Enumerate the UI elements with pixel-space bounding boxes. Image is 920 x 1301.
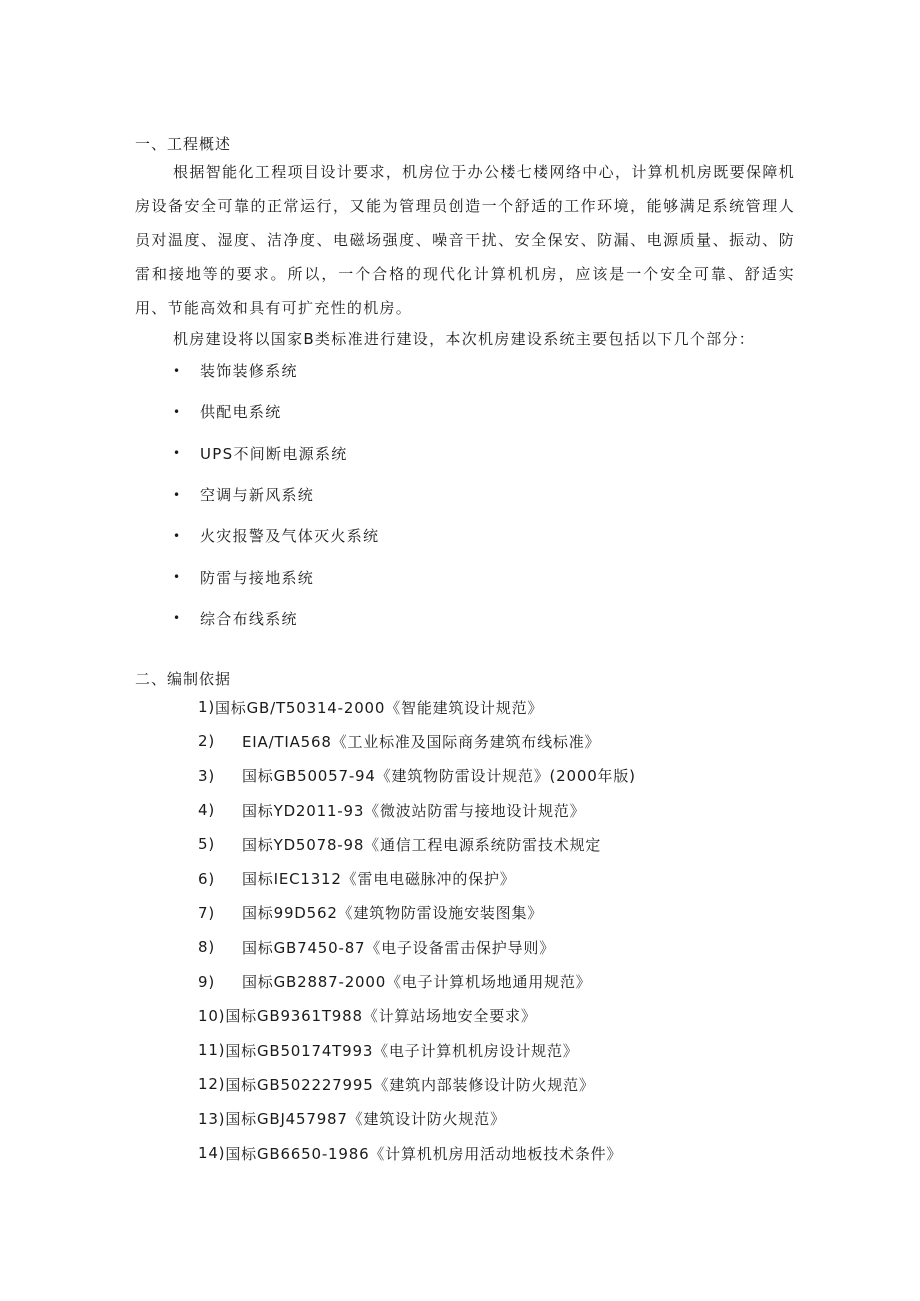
reference-item bbox=[198, 1102, 636, 1136]
list-item-label: 空调与新风系统 bbox=[200, 486, 315, 505]
reference-item bbox=[198, 896, 636, 930]
construction-standard-paragraph: 机房建设将以国家B类标准进行建设，本次机房建设系统主要包括以下几个部分： bbox=[173, 330, 756, 348]
reference-number: 3) bbox=[198, 766, 215, 785]
list-item bbox=[170, 515, 379, 556]
section-heading-basis: 二、编制依据 bbox=[135, 670, 232, 688]
list-item bbox=[170, 433, 379, 474]
reference-item bbox=[198, 1136, 636, 1170]
reference-item bbox=[198, 999, 636, 1033]
reference-number: 4) bbox=[198, 801, 215, 820]
reference-number: 12) bbox=[198, 1075, 226, 1094]
reference-text: 国标99D562《建筑物防雷设施安装图集》 bbox=[242, 904, 544, 923]
list-item-label: 供配电系统 bbox=[200, 403, 282, 422]
reference-number: 13) bbox=[198, 1109, 226, 1128]
reference-text: 国标GB502227995《建筑内部装修设计防火规范》 bbox=[225, 1075, 595, 1094]
reference-text: 国标GB50174T993《电子计算机机房设计规范》 bbox=[225, 1041, 579, 1060]
reference-number: 9) bbox=[198, 972, 215, 991]
list-item-label: 火灾报警及气体灭火系统 bbox=[200, 527, 380, 546]
bullet-icon: • bbox=[173, 363, 182, 378]
bullet-icon: • bbox=[173, 611, 182, 626]
reference-item bbox=[198, 964, 636, 998]
reference-text: 国标GB6650-1986《计算机机房用活动地板技术条件》 bbox=[225, 1144, 623, 1163]
reference-list bbox=[198, 690, 636, 1170]
reference-number: 6) bbox=[198, 869, 215, 888]
reference-text: 国标GB/T50314-2000《智能建筑设计规范》 bbox=[215, 698, 544, 717]
reference-number: 10) bbox=[198, 1006, 226, 1025]
list-item bbox=[170, 598, 379, 639]
bullet-icon: • bbox=[173, 528, 182, 543]
reference-number: 14) bbox=[198, 1144, 226, 1162]
reference-text: 国标GB2887-2000《电子计算机场地通用规范》 bbox=[242, 973, 592, 992]
reference-item bbox=[198, 930, 636, 964]
reference-item bbox=[198, 759, 636, 793]
reference-number: 8) bbox=[198, 938, 215, 957]
reference-text: 国标GB7450-87《电子设备雷击保护导则》 bbox=[242, 938, 555, 957]
overview-paragraph: 根据智能化工程项目设计要求，机房位于办公楼七楼网络中心，计算机机房既要保障机房设备安全可靠的正常运行，又能为管理员创造一个舒适的工作环境，能够满足系统管理人员对温度、湿度、洁净度、电磁场强度、噪音干扰、安全保安、防漏、电源质量、振动、防雷和接地等的要求。所以，一个合格的现代化计算机机房，应该是一个安全可靠、舒适实用、节能高效和具有可扩充性的机房。 bbox=[135, 163, 795, 317]
reference-number: 11) bbox=[198, 1041, 226, 1060]
reference-number: 5) bbox=[198, 835, 215, 854]
reference-item bbox=[198, 690, 636, 724]
reference-number: 2) bbox=[198, 732, 215, 751]
bullet-icon: • bbox=[173, 570, 182, 585]
list-item-label: 装饰装修系统 bbox=[200, 362, 298, 381]
list-item bbox=[170, 556, 379, 597]
list-item bbox=[170, 474, 379, 515]
bullet-icon: • bbox=[173, 446, 182, 461]
list-item bbox=[170, 350, 379, 391]
reference-text: 国标GB9361T988《计算站场地安全要求》 bbox=[225, 1007, 537, 1026]
list-item bbox=[170, 391, 379, 432]
list-item-label: 综合布线系统 bbox=[200, 609, 298, 628]
bullet-icon: • bbox=[173, 487, 182, 502]
list-item-label: 防雷与接地系统 bbox=[200, 568, 315, 587]
system-list bbox=[170, 350, 379, 639]
reference-text: 国标YD5078-98《通信工程电源系统防雷技术规定 bbox=[242, 835, 602, 854]
reference-text: EIA/TIA568《工业标准及国际商务建筑布线标准》 bbox=[242, 732, 601, 751]
reference-item bbox=[198, 1033, 636, 1067]
reference-item bbox=[198, 861, 636, 895]
list-item-label: UPS不间断电源系统 bbox=[200, 444, 348, 463]
reference-item bbox=[198, 1067, 636, 1101]
reference-text: 国标GB50057-94《建筑物防雷设计规范》(2000年版) bbox=[242, 767, 636, 786]
reference-text: 国标IEC1312《雷电电磁脉冲的保护》 bbox=[242, 870, 516, 889]
reference-item bbox=[198, 793, 636, 827]
reference-item bbox=[198, 724, 636, 758]
bullet-icon: • bbox=[173, 404, 182, 419]
reference-number: 7) bbox=[198, 903, 215, 922]
reference-text: 国标YD2011-93《微波站防雷与接地设计规范》 bbox=[242, 801, 586, 820]
reference-text: 国标GBJ457987《建筑设计防火规范》 bbox=[225, 1110, 506, 1129]
reference-number: 1) bbox=[198, 698, 215, 717]
section-heading-overview: 一、工程概述 bbox=[135, 135, 232, 153]
reference-item bbox=[198, 827, 636, 861]
